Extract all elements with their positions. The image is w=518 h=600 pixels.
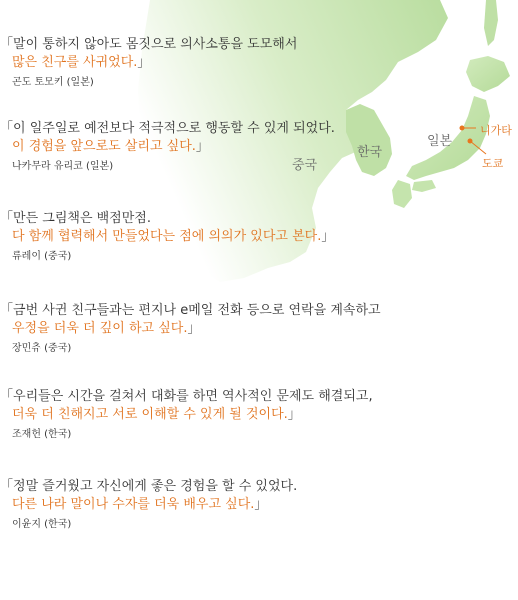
close-bracket: 」 [254, 497, 268, 512]
quote-author: 류레이 (중국) [12, 251, 72, 262]
quote-line-2: 이 경험을 앞으로도 살리고 싶다. [12, 139, 196, 154]
map-label-tokyo: 도쿄 [482, 157, 504, 170]
quote-highlight [0, 496, 500, 514]
quote-highlight [0, 228, 500, 246]
quote-highlight [0, 54, 500, 72]
quote-5 [0, 388, 500, 442]
quote-text [0, 36, 500, 54]
quote-line-2: 더욱 더 친해지고 서로 이해할 수 있게 될 것이다. [12, 407, 288, 422]
map-label-niigata: 니가타 [480, 124, 512, 137]
map-label-china: 중국 [292, 158, 318, 173]
open-bracket: 「 [0, 479, 14, 494]
shikoku-shape [412, 180, 436, 192]
open-bracket: 「 [0, 303, 14, 318]
quote-highlight [0, 406, 500, 424]
quote-2 [0, 120, 500, 174]
open-bracket: 「 [0, 37, 14, 52]
quote-line-1: 만든 그림책은 백점만점. [13, 211, 151, 226]
quote-author: 이윤지 (한국) [12, 519, 72, 530]
map-label-japan: 일본 [427, 134, 453, 149]
close-bracket: 」 [321, 229, 335, 244]
quote-text [0, 210, 500, 228]
quote-line-2: 다른 나라 말이나 수자를 더욱 배우고 싶다. [12, 497, 255, 512]
quote-text [0, 388, 500, 406]
quote-3 [0, 210, 500, 264]
quote-line-1: 정말 즐거웠고 자신에게 좋은 경험을 할 수 있었다. [13, 479, 298, 494]
quote-4 [0, 302, 500, 356]
quote-line-2: 다 함께 협력해서 만들었다는 점에 의의가 있다고 본다. [12, 229, 322, 244]
quote-text [0, 120, 500, 138]
close-bracket: 」 [195, 139, 209, 154]
quote-line-1: 이 일주일로 예전보다 적극적으로 행동할 수 있게 되었다. [13, 121, 335, 136]
quote-6 [0, 478, 500, 532]
close-bracket: 」 [287, 407, 301, 422]
open-bracket: 「 [0, 211, 14, 226]
open-bracket: 「 [0, 389, 14, 404]
quote-text [0, 478, 500, 496]
open-bracket: 「 [0, 121, 14, 136]
quote-line-1: 우리들은 시간을 걸쳐서 대화를 하면 역사적인 문제도 해결되고, [13, 389, 373, 404]
quote-line-1: 말이 통하지 않아도 몸짓으로 의사소통을 도모해서 [13, 37, 298, 52]
quote-author: 조재헌 (한국) [12, 429, 72, 440]
close-bracket: 」 [137, 55, 151, 70]
quote-author: 곤도 토모키 (일본) [12, 77, 94, 88]
quote-highlight [0, 320, 500, 338]
quote-text [0, 302, 500, 320]
close-bracket: 」 [187, 321, 201, 336]
quote-1 [0, 36, 500, 90]
quote-line-2: 우정을 더욱 더 깊이 하고 싶다. [12, 321, 188, 336]
quote-line-1: 금번 사귄 친구들과는 편지나 e메일 전화 등으로 연락을 계속하고 [13, 303, 381, 318]
quote-author: 나카무라 유리코 (일본) [12, 161, 114, 172]
quote-author: 장민츄 (중국) [12, 343, 72, 354]
quote-line-2: 많은 친구를 사귀었다. [12, 55, 138, 70]
map-label-korea: 한국 [357, 145, 383, 160]
kyushu-shape [392, 180, 412, 208]
quote-highlight [0, 138, 500, 156]
